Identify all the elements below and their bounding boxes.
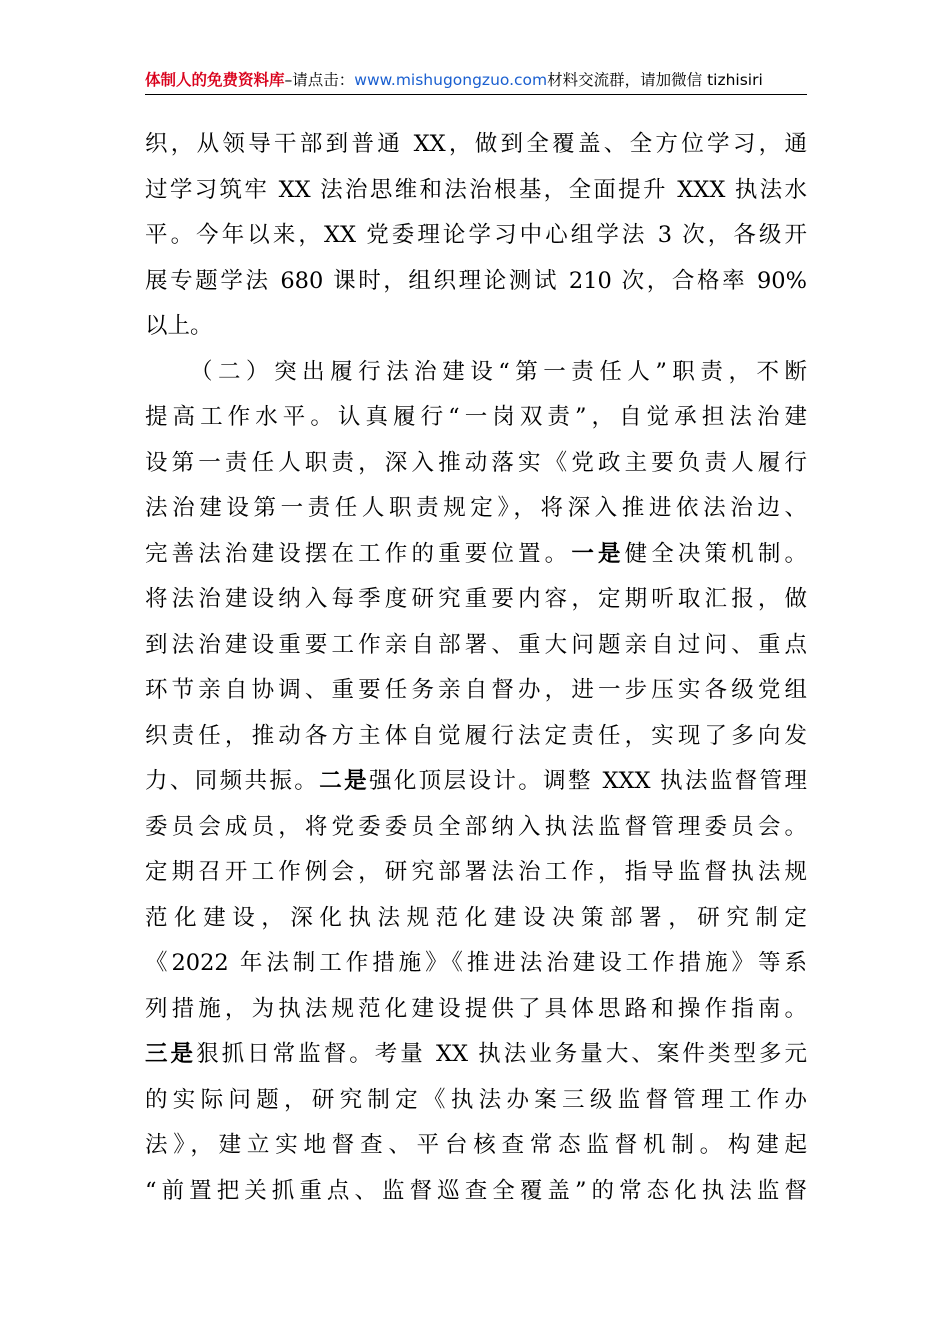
text-line: 《2022 年法制工作措施》《推进法治建设工作措施》等系	[145, 950, 807, 976]
text-line: 委员会成员，将党委委员全部纳入执法监督管理委员会。	[145, 813, 807, 840]
paragraph-1	[145, 122, 807, 350]
text-line: 织，从领导干部到普通 XX，做到全覆盖、全方位学习，通	[145, 131, 807, 157]
text-line: 织责任，推动各方主体自觉履行法定责任，实现了多向发	[145, 722, 807, 749]
text-line: 列措施，为执法规范化建设提供了具体思路和操作指南。	[145, 995, 807, 1022]
text-line: 法治建设第一责任人职责规定》，将深入推进依法治边、	[145, 495, 807, 521]
text-line	[145, 759, 807, 805]
text-line: 展专题学法 680 课时，组织理论测试 210 次，合格率 90%	[145, 267, 807, 294]
page-header	[145, 66, 807, 95]
document-body	[145, 122, 807, 1214]
text-line: 以上。	[145, 313, 213, 339]
text-segment: 强化顶层设计。调整 XXX 执法监督管理	[368, 768, 807, 794]
text-line: 定期召开工作例会，研究部署法治工作，指导监督执法规	[145, 859, 807, 885]
text-line: 设第一责任人职责，深入推动落实《党政主要负责人履行	[145, 449, 807, 476]
text-line: 范化建设，深化执法规范化建设决策部署，研究制定	[145, 904, 807, 931]
point-three-label: 三是	[145, 1041, 197, 1067]
text-line	[145, 532, 807, 578]
text-segment: 健全决策机制。	[624, 540, 807, 567]
text-line: 过学习筑牢 XX 法治思维和法治根基，全面提升 XXX 执法水	[145, 176, 807, 203]
text-line	[145, 1032, 807, 1078]
text-line: 的实际问题，研究制定《执法办案三级监督管理工作办	[145, 1086, 807, 1113]
point-one-label: 一是	[571, 540, 625, 567]
header-brand: 体制人的免费资料库	[145, 71, 285, 89]
text-line: 平。今年以来，XX 党委理论学习中心组学法 3 次，各级开	[145, 222, 807, 248]
header-contact: 材料交流群，请加微信 tizhisiri	[547, 71, 763, 89]
text-line: 到法治建设重要工作亲自部署、重大问题亲自过问、重点	[145, 631, 807, 658]
text-line: “前置把关抓重点、监督巡查全覆盖”的常态化执法监督	[145, 1177, 807, 1204]
text-line: 提高工作水平。认真履行“一岗双责”，自觉承担法治建	[145, 404, 807, 430]
paragraph-2	[145, 350, 807, 1215]
text-segment: 完善法治建设摆在工作的重要位置。	[145, 540, 572, 567]
text-line: （二）突出履行法治建设“第一责任人”职责，不断	[190, 358, 807, 385]
header-prompt: –请点击：	[284, 71, 355, 89]
text-segment: 狠抓日常监督。考量 XX 执法业务量大、案件类型多元	[196, 1041, 807, 1067]
text-line: 将法治建设纳入每季度研究重要内容，定期听取汇报，做	[145, 586, 807, 612]
text-line: 法》，建立实地督查、平台核查常态监督机制。构建起	[145, 1132, 807, 1158]
text-line: 环节亲自协调、重要任务亲自督办，进一步压实各级党组	[145, 677, 807, 703]
header-url-link[interactable]: www.mishugongzuo.com	[354, 71, 548, 89]
point-two-label: 二是	[319, 768, 369, 794]
text-segment: 力、同频共振。	[145, 768, 320, 794]
